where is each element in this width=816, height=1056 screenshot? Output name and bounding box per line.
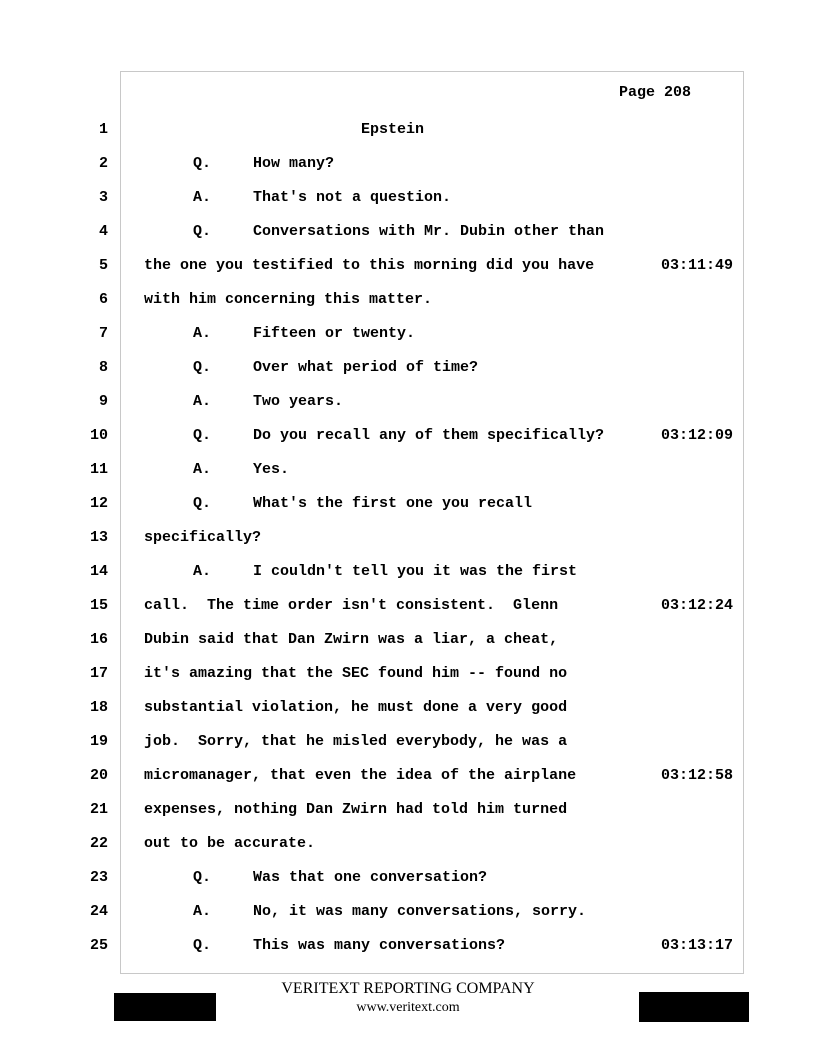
line-text [144,699,567,716]
transcript-line [0,937,816,957]
line-text [144,835,315,852]
line-number: 1 [98,121,108,138]
transcript-line [0,189,816,209]
line-text [193,155,334,172]
line-text [193,461,289,478]
line-content: substantial violation, he must done a very good [144,699,568,716]
line-text [193,325,415,342]
timestamp: 03:13:17 [661,937,734,954]
line-text [193,563,577,580]
timestamp: 03:11:49 [661,257,734,274]
line-content: This was many conversations? [253,937,506,954]
qa-marker: A. [193,325,212,342]
line-content: out to be accurate. [144,835,316,852]
transcript-line [0,495,816,515]
line-number: 21 [89,801,108,818]
qa-marker: A. [193,461,212,478]
line-number: 24 [89,903,108,920]
qa-marker: Q. [193,223,212,240]
line-number: 18 [89,699,108,716]
transcript-line [0,427,816,447]
transcript-line [0,597,816,617]
line-content: the one you testified to this morning did you have [144,257,595,274]
qa-marker: Q. [193,495,212,512]
line-content: call. The time order isn't consistent. Glenn [144,597,559,614]
line-content: it's amazing that the SEC found him -- found no [144,665,568,682]
line-number: 19 [89,733,108,750]
transcript-line [0,121,816,141]
transcript-line [0,801,816,821]
line-text [144,257,594,274]
qa-marker: Q. [193,359,212,376]
transcript-line [0,325,816,345]
line-number: 22 [89,835,108,852]
line-number: 9 [98,393,108,410]
line-text [193,427,604,444]
transcript-line [0,903,816,923]
transcript-line [0,733,816,753]
qa-marker: Q. [193,869,212,886]
line-content: Yes. [253,461,290,478]
line-content: Fifteen or twenty. [253,325,416,342]
line-content: No, it was many conversations, sorry. [253,903,587,920]
line-text [144,597,558,614]
line-number: 5 [98,257,108,274]
qa-marker: A. [193,393,212,410]
transcript-line [0,359,816,379]
line-number: 8 [98,359,108,376]
line-text [144,665,567,682]
line-content: job. Sorry, that he misled everybody, he was a [144,733,568,750]
transcript-line [0,665,816,685]
transcript-line [0,529,816,549]
line-text [193,903,586,920]
page-number: Page 208 [619,84,692,101]
line-text [144,801,567,818]
timestamp: 03:12:09 [661,427,734,444]
line-text [144,291,432,308]
transcript-line [0,631,816,651]
line-number: 10 [89,427,108,444]
line-text [193,937,505,954]
line-text [193,869,487,886]
footer-company-name: VERITEXT REPORTING COMPANY [281,980,535,997]
line-number: 12 [89,495,108,512]
line-text [144,733,567,750]
qa-marker: Q. [193,937,212,954]
line-number: 2 [98,155,108,172]
line-number: 3 [98,189,108,206]
transcript-line [0,461,816,481]
transcript-line [0,155,816,175]
transcript-line [0,257,816,277]
footer-website: www.veritext.com [356,1000,460,1015]
transcript-line [0,835,816,855]
line-content: Over what period of time? [253,359,479,376]
line-content: Dubin said that Dan Zwirn was a liar, a cheat, [144,631,559,648]
line-content: expenses, nothing Dan Zwirn had told him turned [144,801,568,818]
timestamp: 03:12:24 [661,597,734,614]
line-content: Two years. [253,393,344,410]
transcript-line [0,699,816,719]
qa-marker: Q. [193,155,212,172]
line-content: That's not a question. [253,189,452,206]
line-text [144,631,558,648]
qa-marker: Q. [193,427,212,444]
line-content: How many? [253,155,335,172]
transcript-line [0,223,816,243]
line-number: 25 [89,937,108,954]
line-text [193,189,451,206]
line-content: What's the first one you recall [253,495,533,512]
line-number: 13 [89,529,108,546]
transcript-line [0,869,816,889]
line-text [144,529,261,546]
line-content: Do you recall any of them specifically? [253,427,605,444]
qa-marker: A. [193,903,212,920]
line-content: Conversations with Mr. Dubin other than [253,223,605,240]
transcript-line [0,393,816,413]
qa-marker: A. [193,189,212,206]
line-number: 4 [98,223,108,240]
line-number: 17 [89,665,108,682]
line-number: 14 [89,563,108,580]
line-content: Was that one conversation? [253,869,488,886]
line-number: 11 [89,461,108,478]
line-text [361,121,424,138]
line-text [193,223,604,240]
line-number: 15 [89,597,108,614]
line-content: Epstein [361,121,425,138]
line-text [144,767,576,784]
line-text [193,495,532,512]
redaction-block-left [114,993,216,1021]
transcript-line [0,563,816,583]
qa-marker: A. [193,563,212,580]
line-number: 7 [98,325,108,342]
line-text [193,393,343,410]
timestamp: 03:12:58 [661,767,734,784]
line-text [193,359,478,376]
line-number: 23 [89,869,108,886]
transcript-line [0,291,816,311]
line-content: with him concerning this matter. [144,291,433,308]
transcript-line [0,767,816,787]
line-number: 6 [98,291,108,308]
redaction-block-right [639,992,749,1022]
line-content: I couldn't tell you it was the first [253,563,578,580]
line-content: specifically? [144,529,262,546]
line-number: 20 [89,767,108,784]
line-content: micromanager, that even the idea of the airplane [144,767,577,784]
line-number: 16 [89,631,108,648]
